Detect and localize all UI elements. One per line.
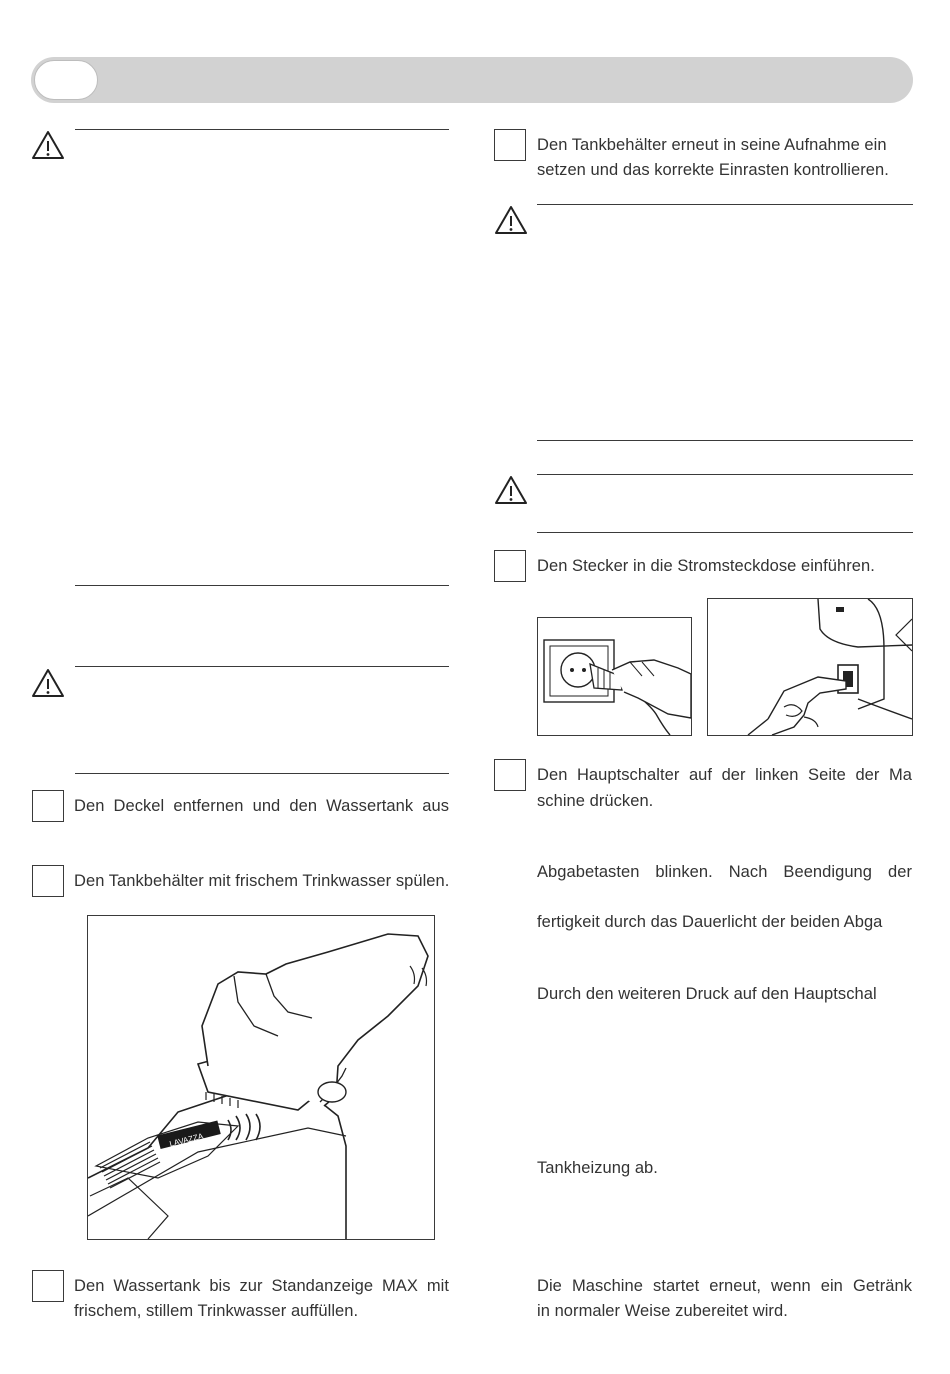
step-checkbox-icon	[494, 129, 526, 161]
section-rule	[537, 204, 913, 205]
svg-text:LAVAZZA: LAVAZZA	[168, 1131, 205, 1149]
paragraph-restart-line2: in normaler Weise zubereitet wird.	[537, 1302, 788, 1320]
step-text-auffuellen-line1: Den Wassertank bis zur Standanzeige MAX mit	[74, 1277, 449, 1295]
section-rule	[75, 666, 449, 667]
warning-triangle-icon	[494, 475, 528, 505]
section-rule	[537, 440, 913, 441]
paragraph-abgabetasten: Abgabetasten blinken. Nach Beendigung der	[537, 863, 912, 881]
step-text-einsetzen-line2: setzen und das korrekte Einrasten kontrollieren.	[537, 161, 889, 179]
section-rule	[537, 532, 913, 533]
paragraph-restart-line1: Die Maschine startet erneut, wenn ein Getränk	[537, 1277, 912, 1295]
paragraph-tankheizung: Tankheizung ab.	[537, 1159, 658, 1177]
step-text-deckel: Den Deckel entfernen und den Wassertank aus	[74, 797, 449, 815]
figure-main-switch	[707, 598, 913, 736]
section-rule	[75, 129, 449, 130]
step-text-spuelen: Den Tankbehälter mit frischem Trinkwasser spülen.	[74, 872, 450, 890]
figure-plug-socket	[537, 617, 692, 736]
step-text-einsetzen-line1: Den Tankbehälter erneut in seine Aufnahme ein	[537, 136, 887, 154]
step-checkbox-icon	[494, 550, 526, 582]
warning-triangle-icon	[494, 205, 528, 235]
paragraph-druck-hauptschalter: Durch den weiteren Druck auf den Hauptschal	[537, 985, 877, 1003]
step-checkbox-icon	[32, 1270, 64, 1302]
step-checkbox-icon	[32, 865, 64, 897]
chapter-header-bar	[31, 57, 913, 103]
section-rule	[75, 773, 449, 774]
warning-triangle-icon	[31, 130, 65, 160]
step-checkbox-icon	[32, 790, 64, 822]
step-text-stecker: Den Stecker in die Stromsteckdose einführen.	[537, 557, 875, 575]
warning-triangle-icon	[31, 668, 65, 698]
paragraph-fertigkeit: fertigkeit durch das Dauerlicht der beiden Abga	[537, 913, 883, 931]
step-text-hauptschalter-line1: Den Hauptschalter auf der linken Seite der Ma	[537, 766, 912, 784]
section-rule	[537, 474, 913, 475]
section-rule	[75, 585, 449, 586]
step-text-hauptschalter-line2: schine drücken.	[537, 792, 654, 810]
chapter-number-pill	[34, 60, 98, 100]
figure-tank-removal	[87, 915, 435, 1240]
step-checkbox-icon	[494, 759, 526, 791]
step-text-auffuellen-line2: frischem, stillem Trinkwasser auffüllen.	[74, 1302, 359, 1320]
